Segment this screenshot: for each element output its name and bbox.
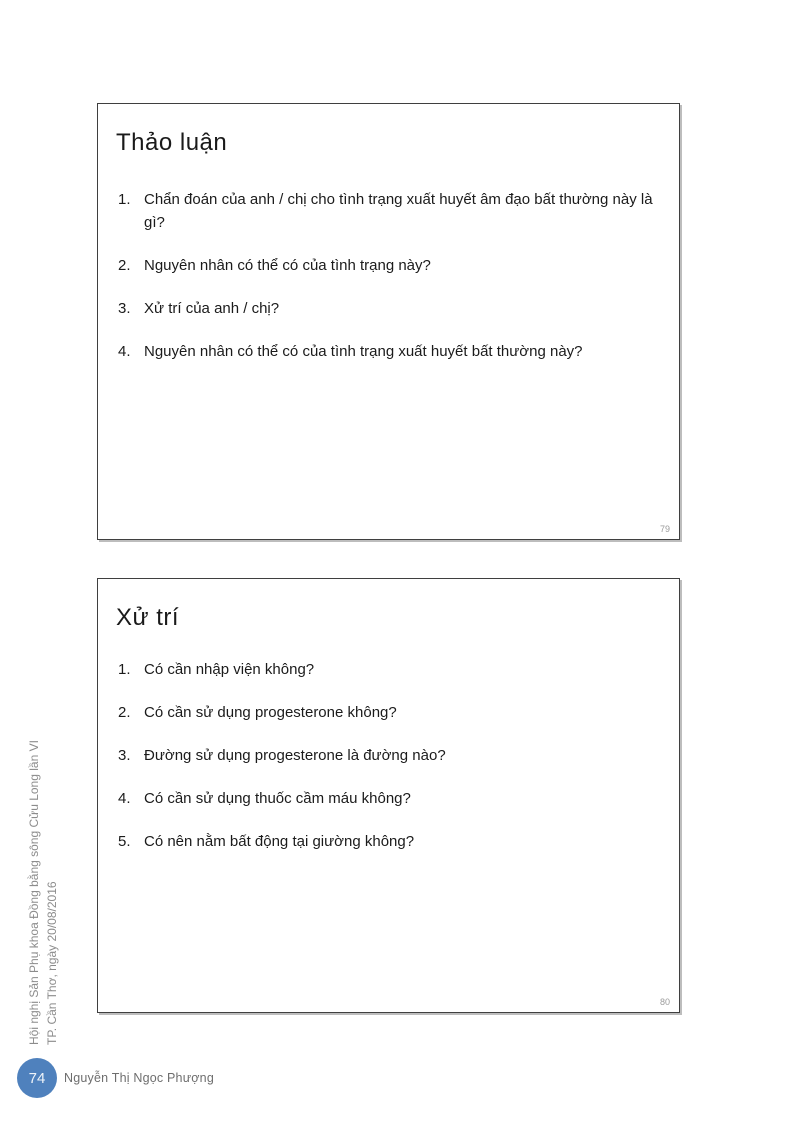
- slide-management: [97, 578, 680, 1013]
- management-item-4: Có cần sử dụng thuốc cầm máu không?: [144, 790, 411, 807]
- slide-title: Xử trí: [116, 604, 180, 631]
- management-question-list: [98, 658, 679, 853]
- page-number-badge: 74: [17, 1058, 57, 1098]
- slide-discussion: [97, 103, 680, 540]
- discussion-question-list: [98, 188, 679, 363]
- slide-number: 79: [659, 524, 670, 534]
- discussion-item-3: Xử trí của anh / chị?: [144, 300, 280, 317]
- management-item-2: Có cần sử dụng progesterone không?: [144, 704, 397, 721]
- conference-note-line1: Hội nghị Sản Phụ khoa Đồng bằng sông Cửu Long lần VI: [27, 740, 41, 1045]
- discussion-item-4: Nguyên nhân có thể có của tình trạng xuất huyết bất thường này?: [144, 343, 583, 360]
- management-item-3: Đường sử dụng progesterone là đường nào?: [144, 747, 446, 764]
- discussion-item-1: Chẩn đoán của anh / chị cho tình trạng xuất huyết âm đạo bất thường này là gì?: [144, 191, 653, 231]
- conference-note-line2: TP. Cần Thơ, ngày 20/08/2016: [45, 881, 59, 1045]
- management-item-1: Có cần nhập viện không?: [144, 661, 315, 678]
- slide-title: Thảo luận: [116, 129, 228, 156]
- discussion-item-2: Nguyên nhân có thể có của tình trạng này?: [144, 257, 431, 274]
- author-name: Nguyễn Thị Ngọc Phượng: [64, 1071, 214, 1085]
- conference-note: [25, 740, 62, 1045]
- slide-number: 80: [659, 997, 670, 1007]
- management-item-5: Có nên nằm bất động tại giường không?: [144, 833, 415, 850]
